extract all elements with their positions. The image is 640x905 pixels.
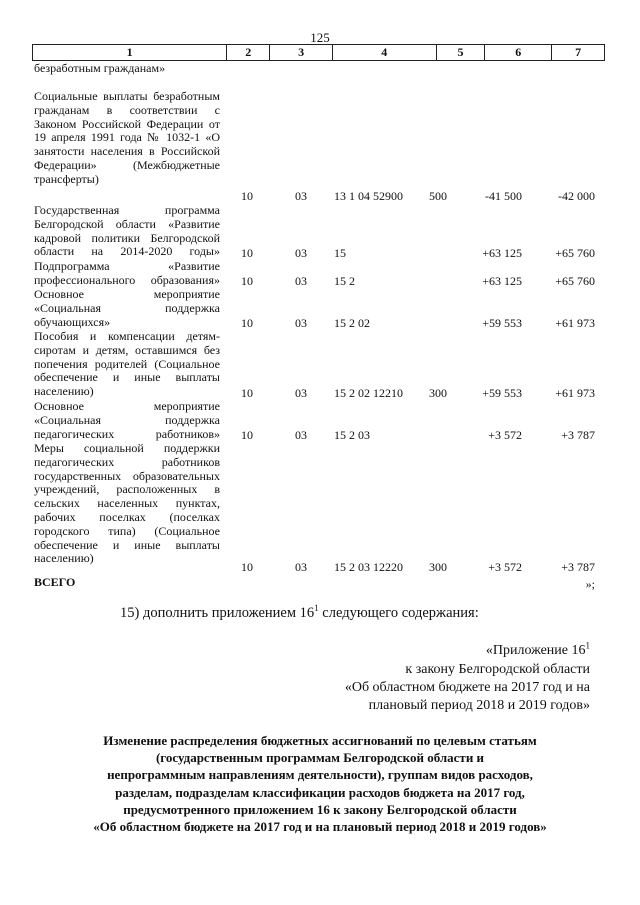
appendix-superscript: 1 xyxy=(585,640,590,651)
row-2-target-item: 15 xyxy=(334,246,346,260)
row-3-description: Подпрограмма «Развитие профессионального образования» xyxy=(34,259,220,287)
total-label: ВСЕГО xyxy=(34,575,76,589)
appendix-title xyxy=(300,642,590,659)
appendix-budget-line: «Об областном бюджете на 2017 год и на xyxy=(344,680,590,695)
heading-line: Изменение распределения бюджетных ассигнований по целевым статьям xyxy=(103,733,537,748)
column-header-5: 5 xyxy=(437,45,486,60)
column-header-2: 2 xyxy=(227,45,270,60)
column-header-7: 7 xyxy=(575,45,582,59)
row-4-amount-2018: +59 553 xyxy=(482,316,522,330)
row-2-amount-2019: +65 760 xyxy=(555,246,595,260)
row-4-subsection: 03 xyxy=(295,316,307,330)
amendment-tail: следующего содержания: xyxy=(318,605,479,621)
row-4-description: Основное мероприятие «Социальная поддержка обучающихся» xyxy=(34,287,220,329)
row-5-subsection: 03 xyxy=(295,386,307,400)
row-3-amount-2018: +63 125 xyxy=(482,274,522,288)
heading-line: разделам, подразделам классификации расходов бюджета на 2017 год, xyxy=(115,784,525,800)
document-heading xyxy=(40,732,600,835)
row-5-amount-2018: +59 553 xyxy=(482,386,522,400)
row-2-description: Государственная программа Белгородской области «Развитие кадровой политики Белгородской области на 2014-2020 годы» xyxy=(34,203,220,259)
row-6-amount-2018: +3 572 xyxy=(488,428,522,442)
row-5-description: Пособия и компенсации детям-сиротам и детям, оставшимся без попечения родителей (Социальное обеспечение и иные выплаты населению) xyxy=(34,329,220,399)
appendix-label: «Приложение 16 xyxy=(485,643,586,658)
row-2-amount-2018: +63 125 xyxy=(482,246,522,260)
row-7-subsection: 03 xyxy=(295,560,307,574)
row-5-expense-type: 300 xyxy=(429,386,447,400)
heading-line: «Об областном бюджете на 2017 год и на плановый период 2018 и 2019 годов» xyxy=(93,819,547,835)
amendment-text: 15) дополнить приложением 16 xyxy=(120,605,315,621)
row-2-section: 10 xyxy=(241,246,253,260)
column-header-3: 3 xyxy=(270,45,333,60)
column-header-6: 6 xyxy=(485,45,552,60)
row-4-target-item: 15 2 02 xyxy=(334,316,370,330)
row-2-subsection: 03 xyxy=(295,246,307,260)
row-1-expense-type: 500 xyxy=(429,189,447,203)
row-4-amount-2019: +61 973 xyxy=(555,316,595,330)
row-5-amount-2019: +61 973 xyxy=(555,386,595,400)
row-6-description: Основное мероприятие «Социальная поддержка педагогических работников» xyxy=(34,399,220,441)
row-1-amount-2019: -42 000 xyxy=(558,189,595,203)
row-7-target-item: 15 2 03 12220 xyxy=(334,560,403,574)
row-3-target-item: 15 2 xyxy=(334,274,355,288)
row-6-target-item: 15 2 03 xyxy=(334,428,370,442)
row-7-expense-type: 300 xyxy=(429,560,447,574)
heading-line: предусмотренного приложением 16 к закону Белгородской области xyxy=(123,801,517,817)
amendment-paragraph xyxy=(120,605,479,622)
column-header-1: 1 xyxy=(33,45,227,60)
page-number: 125 xyxy=(310,30,330,45)
row-3-section: 10 xyxy=(241,274,253,288)
row-1-amount-2018: -41 500 xyxy=(485,189,522,203)
row-1-description: Социальные выплаты безработным гражданам в соответствии с Законом Российской Федерации от 19 апреля 1991 года № 1032-1 «О занятости населения в Российской Федерации» (Межбюджетные трансферты) xyxy=(34,89,220,186)
amendment-superscript: 1 xyxy=(314,603,319,614)
row-7-description: Меры социальной поддержки педагогических работников государственных образовательных учреждений, расположенных в сельских населенных пунктах, рабочих поселках (поселках городского типа) (Социальное обеспечение и иные выплаты населению) xyxy=(34,441,220,566)
total-closing: »; xyxy=(585,577,595,591)
table-column-header-row xyxy=(32,44,605,61)
row-5-section: 10 xyxy=(241,386,253,400)
row-3-amount-2019: +65 760 xyxy=(555,274,595,288)
row-1-target-item: 13 1 04 52900 xyxy=(334,189,403,203)
column-header-4: 4 xyxy=(333,45,437,60)
row-7-section: 10 xyxy=(241,560,253,574)
row-3-subsection: 03 xyxy=(295,274,307,288)
row-6-amount-2019: +3 787 xyxy=(561,428,595,442)
row-7-amount-2018: +3 572 xyxy=(488,560,522,574)
continuation-text: безработным гражданам» xyxy=(34,61,166,75)
appendix-period-line: плановый период 2018 и 2019 годов» xyxy=(368,698,590,713)
heading-line: (государственным программам Белгородской области и xyxy=(155,750,485,766)
row-6-section: 10 xyxy=(241,428,253,442)
row-5-target-item: 15 2 02 12210 xyxy=(334,386,403,400)
row-4-section: 10 xyxy=(241,316,253,330)
heading-line: непрограммным направлениям деятельности), группам видов расходов, xyxy=(107,767,533,783)
appendix-law-line: к закону Белгородской области xyxy=(405,662,590,677)
row-6-subsection: 03 xyxy=(295,428,307,442)
row-1-subsection: 03 xyxy=(295,189,307,203)
row-1-section: 10 xyxy=(241,189,253,203)
row-7-amount-2019: +3 787 xyxy=(561,560,595,574)
